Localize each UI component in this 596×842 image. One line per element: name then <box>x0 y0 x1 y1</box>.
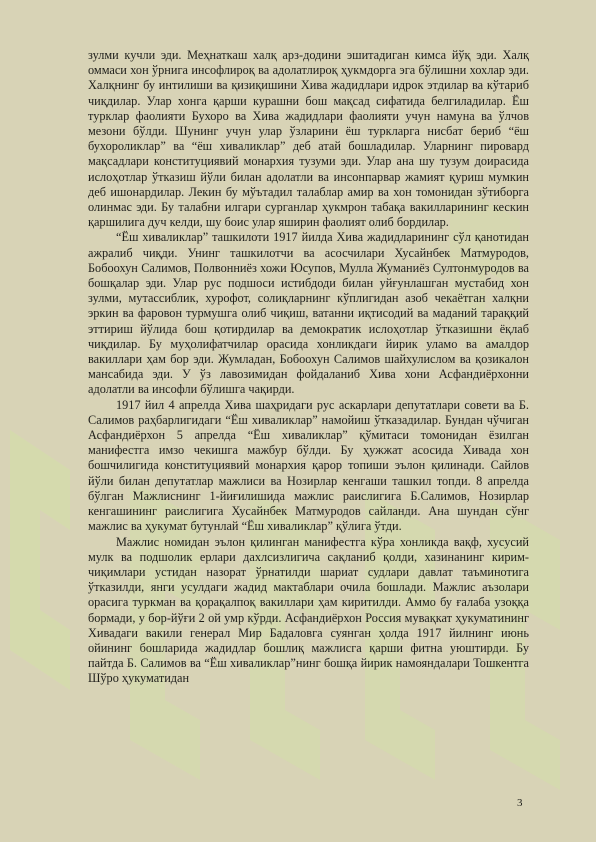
page-number: 3 <box>517 797 523 809</box>
paragraph: Мажлис номидан эълон қилинган манифестга кўра хонликда вақф, хусусий мулк ва подшолик ерлари дахлсизлигича сақланиб қолди, хазинанинг кирим-чиқимлари устидан назорат ўрнатилди шариат судлари давлат таъминотига ўтказилди, янги усулдаги жадид мактаблари очила бошлади. Мажлис аъзолари орасига туркман ва қорақалпоқ вакиллари ҳам киритилди. Аммо бу ғалаба узоққа бормади, у бор-йўғи 2 ой умр кўрди. Асфандиёрхон Россия мувақкат ҳукуматининг Хивадаги вакили генерал Мир Бадаловга суянган ҳолда 1917 йилнинг июнь ойининг бошларида жадидлар бошлиқ мажлисга қарши фитна уюштирди. Бу пайтда Б. Салимов ва “Ёш хиваликлар”нинг бошқа йирик намояндалари Тошкентга Шўро ҳукуматидан <box>88 534 529 686</box>
paragraph: зулми кучли эди. Меҳнаткаш халқ арз-додини эшитадиган кимса йўқ эди. Халқ оммаси хон ўрнига инсофлироқ ва адолатлироқ ҳукмдорга эга бўлишни хохлар эди. Халқнинг бу интилиши ва қизиқишини Хива жадидлари идрок этдилар ва кўтариб чиқдилар. Улар хонга қарши курашни бош мақсад сифатида белгиладилар. Ёш турклар фаолияти Бухоро ва Хива жадидлари фаолияти учун намуна ва ўлчов мезони бўлди. Шунинг учун улар ўзларини ёш туркларга нисбат бериб “ёш бухороликлар” ва “ёш хиваликлар” деб атай бошладилар. Уларнинг пировард мақсадлари конституциявий монархия тузуми эди. Улар ана шу тузум доирасида ислоҳотлар ўтказиш йўли билан адолатли ва инсонпарвар жамият қуриш мумкин деб ишонардилар. Лекин бу мўътадил талаблар амир ва хон томонидан зўтиборга олинмас эди. Бу талабни илгари сурганлар ҳукмрон табақа вакилларининг кескин қаршилига дуч келди, шу боис улар яширин фаолият олиб бордилар. <box>88 48 529 230</box>
paragraph: “Ёш хиваликлар” ташкилоти 1917 йилда Хива жадидларининг сўл қанотидан ажралиб чиқди. Унинг ташкилотчи ва асосчилари Хусайнбек Матмуродов, Бобоохун Салимов, Полвонниёз хожи Юсупов, Мулла Жуманиёз Султонмуродов ва бошқалар эди. Улар рус подшоси истибдоди билан уйғунлашган мустабид хон зулми, мутассиблик, хурофот, солиқларнинг кўплигидан азоб чекаётган халқни эркин ва фаровон турмушга олиб чиқиш, ватанни иқтисодий ва маданий тараққий эттириш йўлида бош қотирдилар ва демократик ислоҳотлар ўтказишни ёқлаб чиқдилар. Бу муҳолифатчилар орасида хонликдаги йирик уламо ва амалдор вакиллари ҳам бор эди. Жумладан, Бобоохун Салимов шайхулислом ва қозикалон мансабида эди. У ўз лавозимидан фойдаланиб Хива хони Асфандиёрхонни адолатли ва инсофли бўлишга чақирди. <box>88 230 529 397</box>
body-text <box>88 48 529 687</box>
paragraph: 1917 йил 4 апрелда Хива шаҳридаги рус аскарлари депутатлари совети ва Б. Салимов раҳбарлигидаги “Ёш хиваликлар” намойиш ўтказадилар. Бундан чўчиган Асфандиёрхон 5 апрелда “Ёш хиваликлар” қўмитаси томонидан ёзилган манифестга имзо чекишга мажбур бўлди. Бу ҳужжат асосида Хивада хон бошчилигида конституциявий монархия қарор топиши эълон қилинади. Сайлов йўли билан депутатлар мажлиси ва Нозирлар кенгаши ташкил топди. 8 апрелда бўлган Мажлиснинг 1-йиғилишида мажлис раислигига Б.Салимов, Нозирлар кенгашининг раислигига Хусайнбек Матмуродов сайланди. Ана шундан сўнг мажлис ва ҳукумат бутунлай “Ёш хиваликлар” қўлига ўтди. <box>88 397 529 534</box>
green-arrow-icon <box>0 410 90 710</box>
